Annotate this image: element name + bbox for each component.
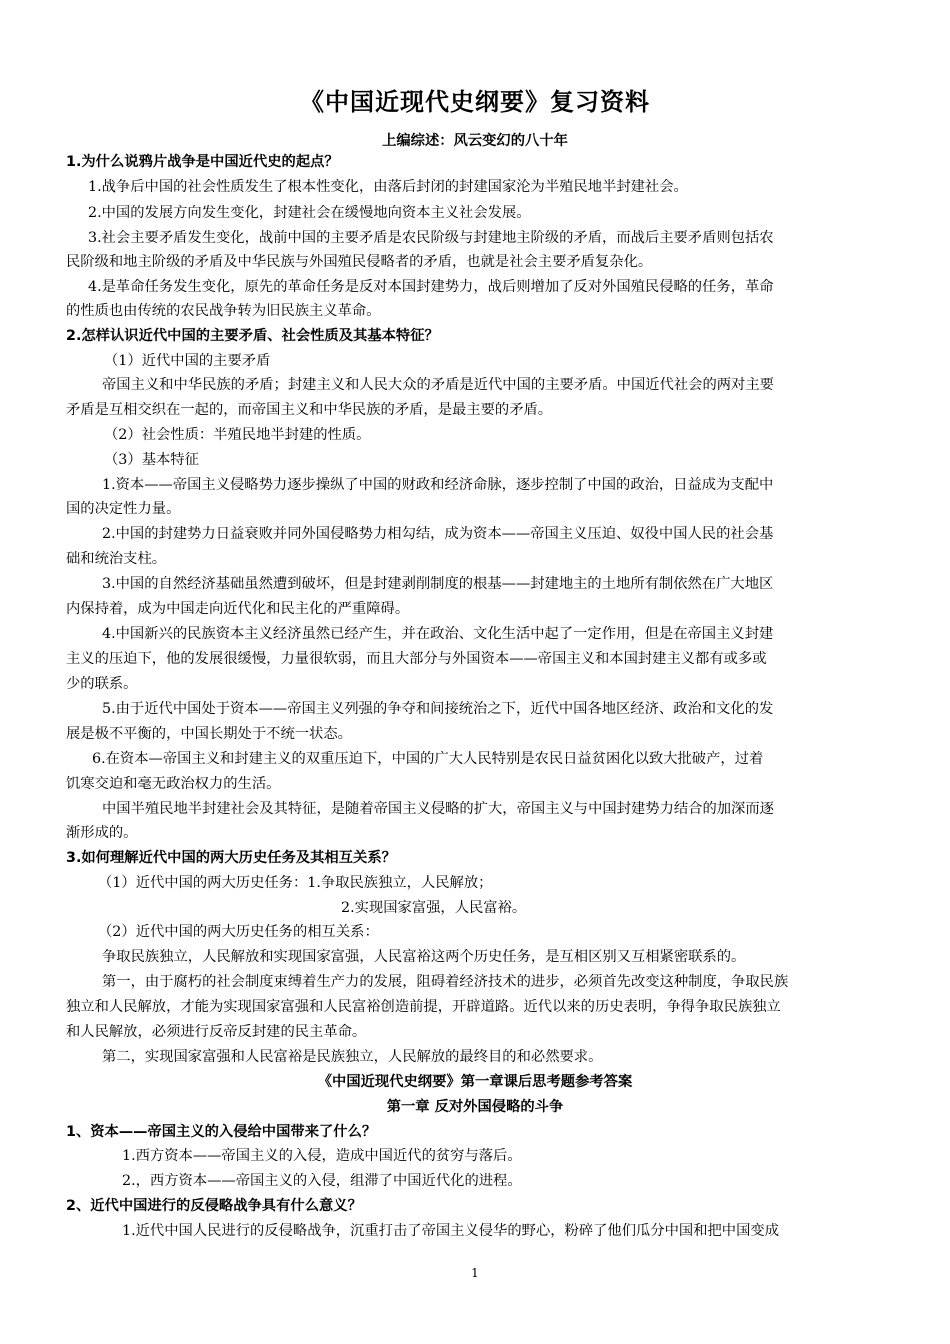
paragraph-line: 础和统治支柱。 [66,551,167,567]
paragraph-line: 饥寒交迫和毫无政治权力的生活。 [66,776,281,792]
paragraph-line: 1.西方资本——帝国主义的入侵，造成中国近代的贫穷与落后。 [122,1148,522,1164]
page-number: 1 [471,1266,479,1280]
question-heading: 2、近代中国进行的反侵略战争具有什么意义？ [66,1198,362,1214]
subheading: （1）近代中国的主要矛盾 [104,353,271,369]
paragraph-line: 4.是革命任务发生变化，原先的革命任务是反对本国封建势力，战后则增加了反对外国殖民侵略的任务，革命 [88,279,774,295]
paragraph-line: 矛盾是互相交织在一起的，而帝国主义和中华民族的矛盾，是最主要的矛盾。 [66,402,553,418]
paragraph-line: 独立和人民解放，才能为实现国家富强和人民富裕创造前提，开辟道路。近代以来的历史表明，争得争取民族独立 [66,999,781,1015]
paragraph-line: 主义的压迫下，他的发展很缓慢，力量很软弱，而且大部分与外国资本——帝国主义和本国封建主义都有或多或 [66,651,767,667]
paragraph-line: 的性质也由传统的农民战争转为旧民族主义革命。 [66,303,381,319]
paragraph-line: 国的决定性力量。 [66,501,181,517]
paragraph-line: 少的联系。 [66,676,138,692]
subheading: （3）基本特征 [104,452,199,468]
paragraph-line: 帝国主义和中华民族的矛盾；封建主义和人民大众的矛盾是近代中国的主要矛盾。中国近代社会的两对主要 [102,377,774,393]
paragraph-line: 3.社会主要矛盾发生变化，战前中国的主要矛盾是农民阶级与封建地主阶级的矛盾，而战后主要矛盾则包括农 [88,230,774,246]
paragraph-line: 中国半殖民地半封建社会及其特征，是随着帝国主义侵略的扩大，帝国主义与中国封建势力结合的加深而逐 [102,801,774,817]
paragraph-line: 1.战争后中国的社会性质发生了根本性变化，由落后封闭的封建国家沦为半殖民地半封建社会。 [88,179,688,195]
paragraph-line: 内保持着，成为中国走向近代化和民主化的严重障碍。 [66,601,410,617]
question-heading: 3.如何理解近代中国的两大历史任务及其相互关系？ [66,850,396,866]
paragraph-line: 渐形成的。 [66,825,138,841]
paragraph-line: 第一，由于腐朽的社会制度束缚着生产力的发展，阻碍着经济技术的进步，必须首先改变这种制度，争取民族 [102,974,789,990]
paragraph-line: 第二，实现国家富强和人民富裕是民族独立，人民解放的最终目的和必然要求。 [102,1049,603,1065]
subheading: （2）社会性质：半殖民地半封建的性质。 [104,427,371,443]
paragraph-line: 1.近代中国人民进行的反侵略战争，沉重打击了帝国主义侵华的野心，粉碎了他们瓜分中国和把中国变成 [122,1223,779,1239]
paragraph-line: 4.中国新兴的民族资本主义经济虽然已经产生，并在政治、文化生活中起了一定作用，但是在帝国主义封建 [102,626,774,642]
paragraph-line: 2.中国的封建势力日益衰败并同外国侵略势力相勾结，成为资本——帝国主义压迫、奴役中国人民的社会基 [102,526,774,542]
paragraph-line: 和人民解放，必须进行反帝反封建的民主革命。 [66,1024,367,1040]
paragraph-line: 2.实现国家富强，人民富裕。 [341,900,527,916]
subheading: （1）近代中国的两大历史任务：1.争取民族独立，人民解放； [98,875,493,891]
paragraph-line: 争取民族独立，人民解放和实现国家富强，人民富裕这两个历史任务，是互相区别又互相紧密联系的。 [102,949,746,965]
question-heading: 2.怎样认识近代中国的主要矛盾、社会性质及其基本特征？ [66,328,439,344]
paragraph-line: 6.在资本—帝国主义和封建主义的双重压迫下，中国的广大人民特别是农民日益贫困化以致大批破产，过着 [92,751,764,767]
answer-heading: 《中国近现代史纲要》第一章课后思考题参考答案 [317,1074,633,1090]
paragraph-line: 展是极不平衡的，中国长期处于不统一状态。 [66,726,352,742]
section-heading: 上编综述：风云变幻的八十年 [382,133,568,149]
document-title: 《中国近现代史纲要》复习资料 [300,87,650,116]
paragraph-line: 民阶级和地主阶级的矛盾及中华民族与外国殖民侵略者的矛盾，也就是社会主要矛盾复杂化。 [66,254,653,270]
subheading: （2）近代中国的两大历史任务的相互关系： [98,924,379,940]
paragraph-line: 2.，西方资本——帝国主义的入侵，组滞了中国近代化的进程。 [122,1173,522,1189]
question-heading: 1、资本——帝国主义的入侵给中国带来了什么？ [66,1124,377,1140]
paragraph-line: 2.中国的发展方向发生变化，封建社会在缓慢地向资本主义社会发展。 [88,205,531,221]
paragraph-line: 1.资本——帝国主义侵略势力逐步操纵了中国的财政和经济命脉，逐步控制了中国的政治，日益成为支配中 [102,477,774,493]
paragraph-line: 3.中国的自然经济基础虽然遭到破坏，但是封建剥削制度的根基——封建地主的土地所有制依然在广大地区 [102,576,774,592]
chapter-title: 第一章 反对外国侵略的斗争 [386,1099,564,1115]
paragraph-line: 5.由于近代中国处于资本——帝国主义列强的争夺和间接统治之下，近代中国各地区经济、政治和文化的发 [102,701,774,717]
question-heading: 1.为什么说鸦片战争是中国近代史的起点？ [66,154,339,170]
